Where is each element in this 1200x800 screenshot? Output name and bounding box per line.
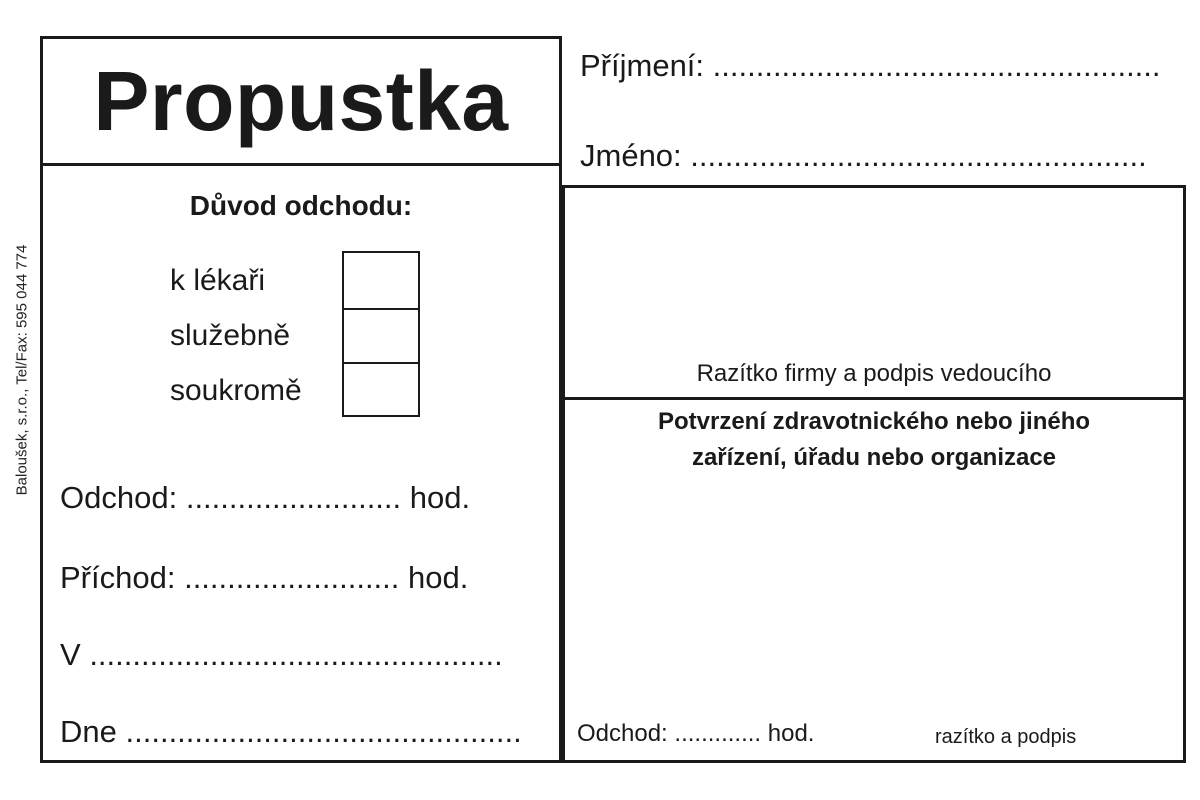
page-title: Propustka [93, 53, 509, 148]
publisher-contact: Baloušek, s.r.o., Tel/Fax: 595 044 774 [13, 244, 31, 496]
surname-dots: .................................................... [712, 48, 1161, 83]
name-dots: ..................................................... [690, 138, 1147, 173]
surname-label: Příjmení: [580, 48, 705, 83]
place-label: V [60, 637, 81, 672]
reason-title: Důvod odchodu: [189, 190, 413, 221]
place-field[interactable] [60, 637, 503, 673]
name-label: Jméno: [580, 138, 682, 173]
place-dots: ................................................ [89, 637, 503, 672]
reason-option-private: soukromě [170, 374, 302, 407]
surname-field[interactable] [580, 48, 1161, 84]
departure-label: Odchod: [60, 480, 178, 515]
confirm-departure-label: Odchod: [577, 720, 668, 747]
arrival-unit: hod. [408, 560, 469, 595]
reason-option-business: služebně [170, 319, 291, 352]
departure-dots: ......................... [185, 480, 402, 515]
confirmation-line-2: zařízení, úřadu nebo organizace [691, 444, 1057, 471]
confirmation-line-1: Potvrzení zdravotnického nebo jiného [657, 408, 1091, 435]
date-dots: .............................................. [125, 714, 522, 749]
confirm-departure-field[interactable] [577, 720, 814, 748]
checkbox-private[interactable] [342, 362, 420, 417]
departure-unit: hod. [409, 480, 471, 515]
stamp-caption: Razítko firmy a podpis vedoucího [696, 360, 1052, 387]
stamp-signature-label: razítko a podpis [935, 726, 1077, 748]
arrival-field[interactable] [60, 560, 468, 596]
arrival-dots: ......................... [184, 560, 400, 595]
date-field[interactable] [60, 714, 522, 750]
departure-field[interactable] [60, 480, 470, 516]
reason-section [40, 163, 562, 763]
name-field[interactable] [580, 138, 1147, 174]
confirm-departure-dots: ............. [674, 720, 762, 747]
confirmation-title [562, 404, 1186, 476]
checkbox-doctor[interactable] [342, 251, 420, 310]
reason-option-doctor: k lékaři [170, 264, 266, 297]
date-label: Dne [60, 714, 117, 749]
checkbox-business[interactable] [342, 308, 420, 364]
confirm-departure-unit: hod. [767, 720, 815, 747]
title-box [40, 36, 562, 166]
arrival-label: Příchod: [60, 560, 176, 595]
